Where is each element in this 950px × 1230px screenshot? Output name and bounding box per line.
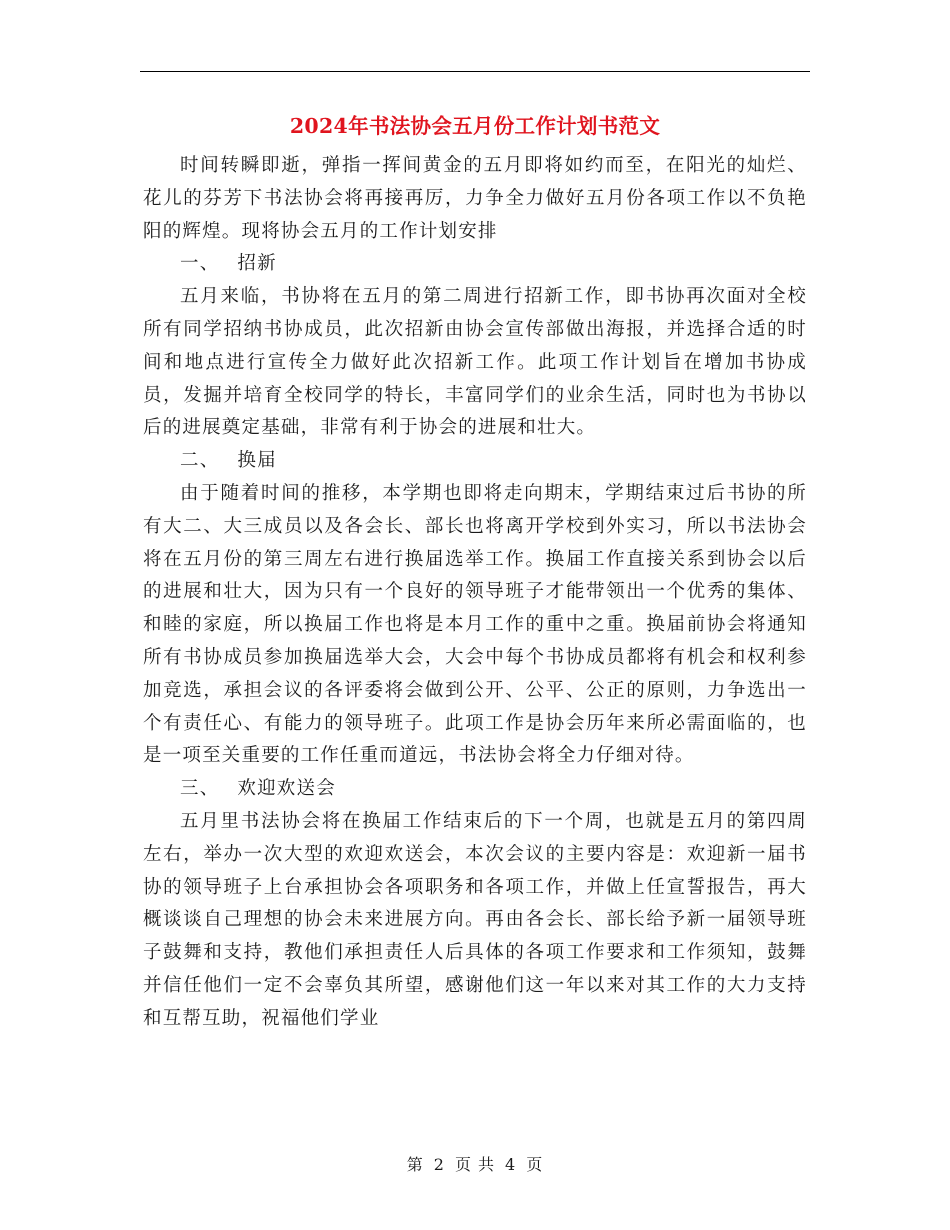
document-title: 2024年书法协会五月份工作计划书范文: [289, 114, 661, 138]
section-heading-welcome-farewell: [143, 773, 807, 806]
footer-suffix: 页: [526, 1155, 544, 1174]
section-body-recruitment: 五月来临，书协将在五月的第二周进行招新工作，即书协再次面对全校所有同学招纳书协成员，此次招新由协会宣传部做出海报，并选择合适的时间和地点进行宣传全力做好此次招新工作。此项工作计划旨在增加书协成员，发掘并培育全校同学的特长，丰富同学们的业余生活，同时也为书协以后的进展奠定基础，非常有利于协会的进展和壮大。: [143, 286, 807, 439]
section-number: 一、: [180, 253, 220, 275]
intro-paragraph: 时间转瞬即逝，弹指一挥间黄金的五月即将如约而至，在阳光的灿烂、花儿的芬芳下书法协会将再接再厉，力争全力做好五月份各项工作以不负艳阳的辉煌。现将协会五月的工作计划安排: [143, 155, 807, 242]
section-heading-recruitment: [143, 248, 807, 281]
total-pages: 4: [505, 1155, 517, 1174]
page-number-footer: [0, 1154, 950, 1176]
header-rule: [140, 71, 810, 72]
section-body-welcome-farewell: 五月里书法协会将在换届工作结束后的下一个周，也就是五月的第四周左右，举办一次大型的欢迎欢送会，本次会议的主要内容是：欢迎新一届书协的领导班子上台承担协会各项职务和各项工作，并做上任宣誓报告，再大概谈谈自己理想的协会未来进展方向。再由各会长、部长给予新一届领导班子鼓舞和支持，教他们承担责任人后具体的各项工作要求和工作须知，鼓舞并信任他们一定不会辜负其所望，感谢他们这一年以来对其工作的大力支持和互帮互助，祝福他们学业: [143, 810, 807, 1029]
footer-middle: 页 共: [454, 1155, 496, 1174]
section-body-election: 由于随着时间的推移，本学期也即将走向期末，学期结束过后书协的所有大二、大三成员以及各会长、部长也将离开学校到外实习，所以书法协会将在五月份的第三周左右进行换届选举工作。换届工作直接关系到协会以后的进展和壮大，因为只有一个良好的领导班子才能带领出一个优秀的集体、和睦的家庭，所以换届工作也将是本月工作的重中之重。换届前协会将通知所有书协成员参加换届选举大会，大会中每个书协成员都将有机会和权利参加竞选，承担会议的各评委将会做到公开、公平、公正的原则，力争选出一个有责任心、有能力的领导班子。此项工作是协会历年来所必需面临的，也是一项至关重要的工作任重而道远，书法协会将全力仔细对待。: [143, 482, 807, 767]
current-page-number: 2: [433, 1155, 445, 1174]
footer-prefix: 第: [406, 1155, 424, 1174]
section-number: 二、: [180, 450, 220, 472]
section-heading-election: [143, 445, 807, 478]
section-title: 换届: [237, 450, 277, 472]
section-title: 招新: [237, 253, 277, 275]
section-number: 三、: [180, 778, 220, 800]
document-body: [143, 108, 807, 1036]
section-title: 欢迎欢送会: [237, 778, 336, 800]
